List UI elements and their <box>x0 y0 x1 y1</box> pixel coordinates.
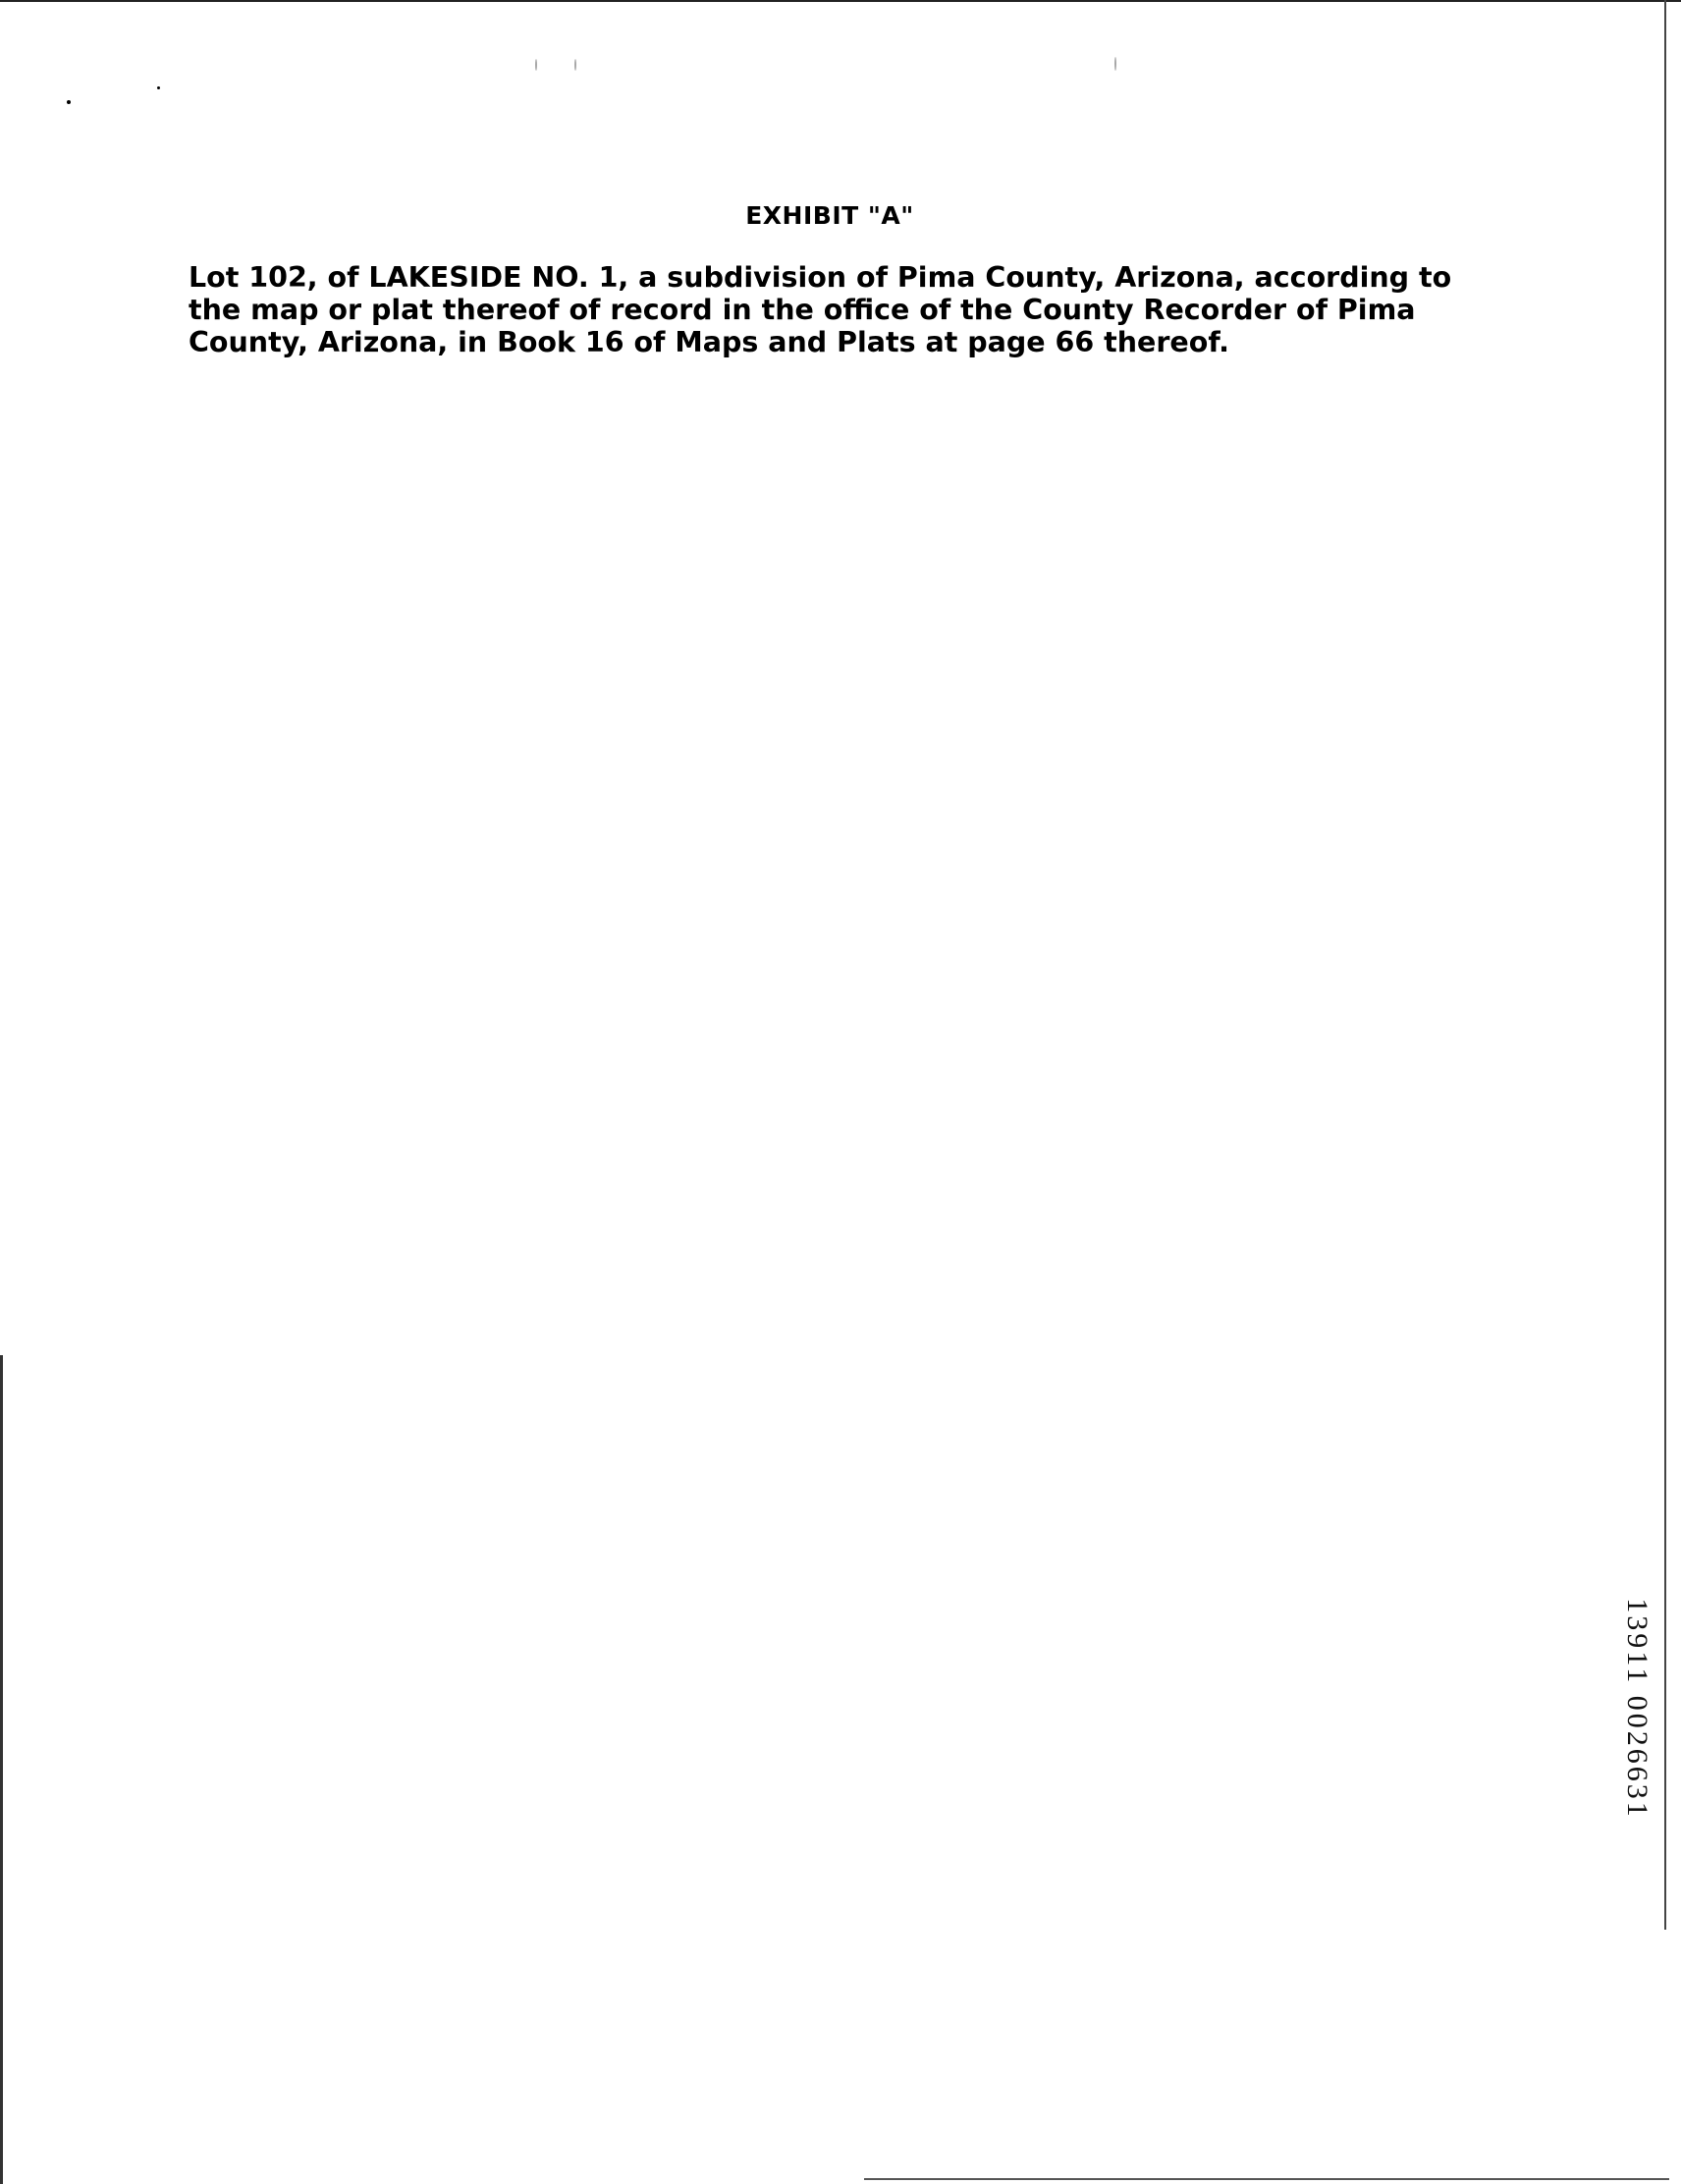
scan-speck <box>1114 57 1116 71</box>
scan-edge-top <box>0 0 1681 2</box>
legal-description-line: County, Arizona, in Book 16 of Maps and Plats at page 66 thereof. <box>189 326 1229 358</box>
scan-edge-bottom <box>864 2178 1669 2180</box>
scan-speck <box>574 59 576 71</box>
legal-description-line: the map or plat thereof of record in the office of the County Recorder of Pima <box>189 294 1416 326</box>
scan-speck <box>535 59 537 71</box>
recording-stamp-number: 13911 0026631 <box>1621 1598 1654 1820</box>
scan-speck <box>67 100 71 104</box>
scan-edge-left <box>0 1355 3 2184</box>
scan-speck <box>157 86 160 89</box>
legal-description-line: Lot 102, of LAKESIDE NO. 1, a subdivision of Pima County, Arizona, according to <box>189 261 1452 294</box>
recording-stamp <box>1622 1571 1652 1846</box>
legal-description <box>189 261 1452 358</box>
scan-edge-right <box>1664 0 1666 1930</box>
exhibit-title: EXHIBIT "A" <box>745 201 914 230</box>
